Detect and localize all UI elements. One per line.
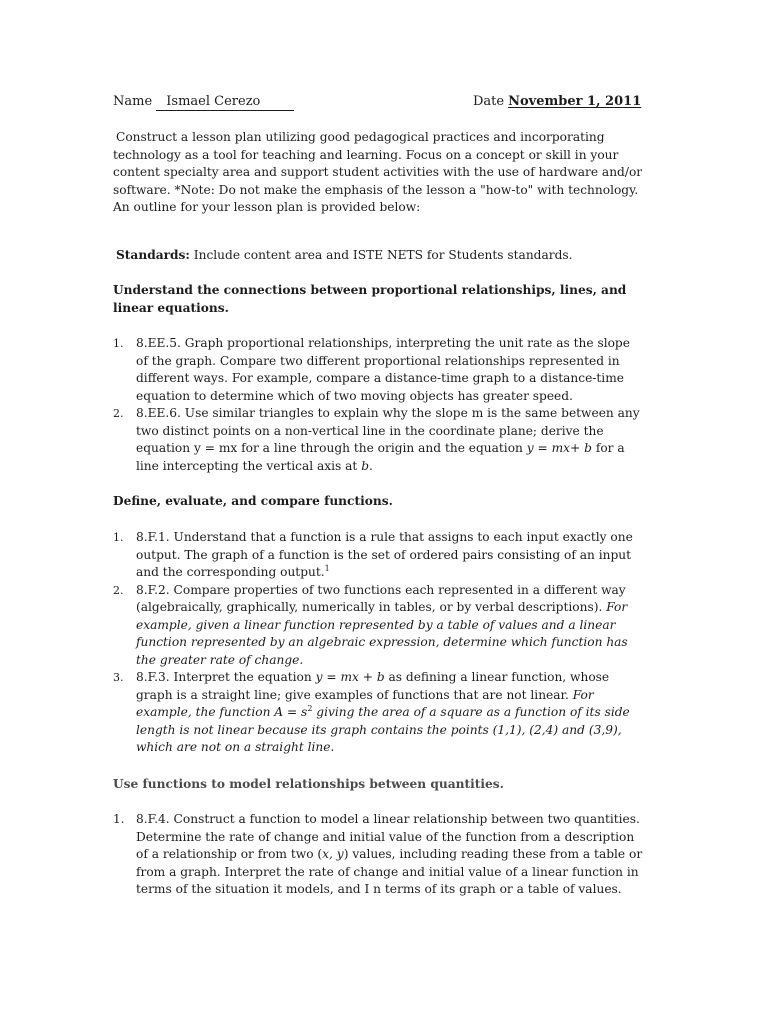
list-item-text: ) values, including reading these from a table or from a graph. Interpret the rate of change and initial value of a linear function in terms of the situation it models, and I n terms of its graph or a table of values. — [136, 847, 643, 896]
intro-paragraph: Construct a lesson plan utilizing good pedagogical practices and incorporating technology as a tool for teaching and learning. Focus on a concept or skill in your content specialty area and support student activities with the use of hardware and/or software. *Note: Do not make the emphasis of the lesson a "how-to" with technology. An outline for your lesson plan is provided below: — [113, 130, 643, 214]
list-number: 1. — [113, 337, 124, 350]
date-value: November 1, 2011 — [508, 94, 642, 109]
example-text: For example, the function A = s — [136, 687, 594, 719]
list-item-text: as defining a linear function, whose graph is a straight line; give examples of functions that are not linear. — [136, 670, 610, 702]
list-item-text: for a line intercepting the vertical axis at — [136, 441, 625, 473]
section-heading: Use functions to model relationships between quantities. — [113, 777, 504, 791]
list-item-text: . — [369, 458, 373, 473]
header-row — [113, 93, 643, 111]
list-number: 1. — [113, 531, 124, 544]
list-item-text: 8.EE.6. Use similar triangles to explain why the slope m is the same between any two distinct points on a non-vertical line in the coordinate plane; derive the equation y = mx for a line through the origin and the equation — [136, 406, 640, 455]
date-label: Date — [473, 94, 505, 109]
name-field — [113, 93, 294, 111]
list-item-text: 8.EE.5. Graph proportional relationships, interpreting the unit rate as the slope of the graph. Compare two different proportional relationships represented in different ways. For example, compare a distance-time graph to a distance-time equation to determine which of two moving objects has greater speed. — [136, 336, 630, 403]
standards-list — [113, 335, 643, 475]
list-number: 3. — [113, 671, 124, 684]
list-number: 2. — [113, 407, 124, 420]
name-value — [156, 94, 294, 111]
standards-list — [113, 529, 643, 757]
standards-label: Standards: — [116, 248, 190, 262]
list-item — [113, 335, 643, 405]
equation: y = mx + b — [315, 670, 385, 684]
list-item-text: 8.F.2. Compare properties of two functions each represented in a different way (algebraically, graphically, numerically in tables, or by verbal descriptions). — [136, 582, 626, 614]
standards-text: Include content area and ISTE NETS for Students standards. — [189, 248, 573, 262]
list-item — [113, 811, 643, 899]
list-item — [113, 529, 643, 582]
standards-line — [113, 247, 646, 265]
standards-list — [113, 811, 643, 899]
list-item-text: 8.F.1. Understand that a function is a rule that assigns to each input exactly one output. The graph of a function is the set of ordered pairs consisting of an input and the corresponding output. — [136, 530, 633, 579]
list-number: 2. — [113, 583, 124, 597]
example-text: For example, given a linear function represented by a table of values and a linear function represented by an algebraic expression, determine which function has the greater rate of change. — [136, 600, 628, 667]
variable: x, y — [322, 847, 344, 861]
name-value-text: Ismael Cerezo — [166, 94, 261, 109]
list-item-text: 8.F.3. Interpret the equation — [136, 670, 316, 684]
list-item — [113, 405, 643, 475]
example-text: giving the area of a square as a function of its side length is not linear because its graph contains the points (1,1), (2,4) and (3,9), which are not on a straight line. — [136, 705, 630, 754]
footnote-marker: 1 — [324, 564, 330, 573]
list-number: 1. — [113, 812, 125, 826]
list-item — [113, 582, 643, 670]
variable: b — [361, 458, 370, 473]
exponent: 2 — [307, 704, 313, 713]
section-heading: Define, evaluate, and compare functions. — [113, 494, 393, 508]
section-heading: Understand the connections between proportional relationships, lines, and linear equations. — [113, 283, 627, 315]
name-label: Name — [113, 94, 153, 109]
list-item — [113, 669, 643, 757]
list-item-text: 8.F.4. Construct a function to model a linear relationship between two quantities. Determine the rate of change and initial value of the function from a description of a relationship or from two ( — [136, 812, 640, 861]
equation: y = mx+ b — [526, 441, 592, 455]
date-field — [473, 93, 641, 111]
